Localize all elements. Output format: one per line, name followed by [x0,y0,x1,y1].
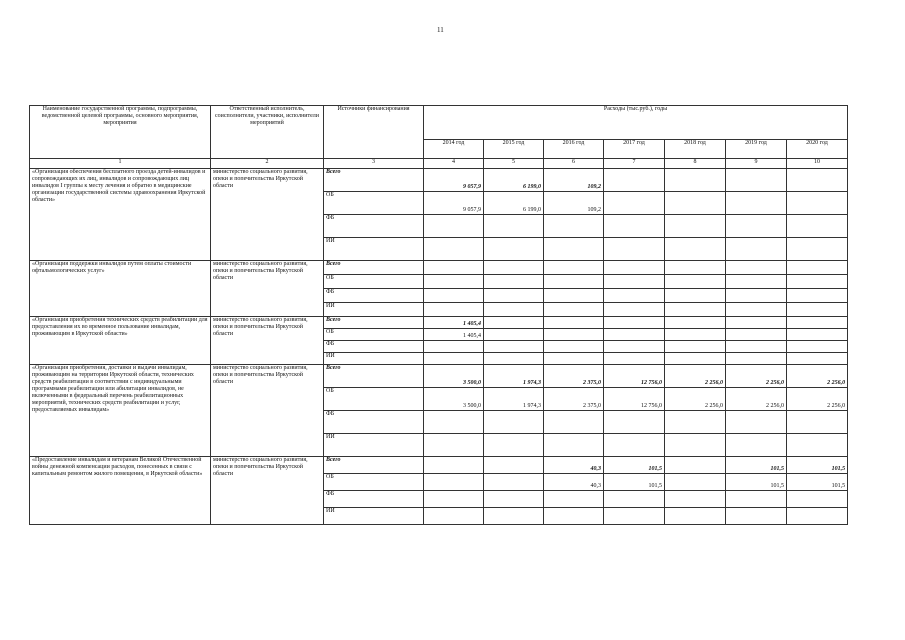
value-cell [665,411,726,434]
value-cell [544,317,604,329]
value-cell [787,317,848,329]
value-cell [424,508,484,525]
value-cell [665,434,726,457]
value-cell [544,329,604,341]
year-header: 2016 год [544,140,604,159]
value-cell [544,303,604,317]
value-cell [726,275,787,289]
value-cell [787,329,848,341]
value-cell [665,457,726,474]
value-cell [484,491,544,508]
column-number: 6 [544,159,604,169]
value-cell [424,275,484,289]
value-cell [726,491,787,508]
column-number: 10 [787,159,848,169]
header-program-name: Наименование государственной программы, подпрограммы, ведомственной целевой программы, основного мероприятия, мероприятия [30,106,211,159]
value-cell [726,434,787,457]
value-cell [604,353,665,365]
column-number: 2 [211,159,324,169]
value-cell [665,261,726,275]
value-cell [726,303,787,317]
value-cell [424,491,484,508]
value-cell [604,169,665,192]
value-cell [424,261,484,275]
value-cell [665,329,726,341]
value-cell [544,238,604,261]
value-cell: 109,2 [544,192,604,215]
value-cell: 2 256,0 [787,365,848,388]
value-cell [787,169,848,192]
value-cell: 40,3 [544,474,604,491]
value-cell [424,474,484,491]
source-cell-ob: ОБ [324,192,424,215]
value-cell [726,261,787,275]
value-cell [726,169,787,192]
value-cell [726,353,787,365]
page-number: 11 [437,26,444,34]
value-cell [726,317,787,329]
value-cell [665,508,726,525]
value-cell [484,317,544,329]
table-row [30,317,848,329]
value-cell [604,434,665,457]
value-cell: 1 974,3 [484,388,544,411]
value-cell [424,289,484,303]
value-cell [787,341,848,353]
table-row [30,169,848,192]
value-cell [604,411,665,434]
value-cell: 2 375,0 [544,365,604,388]
value-cell [665,215,726,238]
value-cell [484,303,544,317]
value-cell [726,411,787,434]
value-cell [484,457,544,474]
source-cell-ii: ИИ [324,434,424,457]
value-cell [544,261,604,275]
value-cell [787,508,848,525]
value-cell [665,303,726,317]
source-cell-ob: ОБ [324,275,424,289]
column-number: 8 [665,159,726,169]
source-cell-fb: ФБ [324,289,424,303]
value-cell [787,353,848,365]
source-cell-ii: ИИ [324,353,424,365]
value-cell [604,508,665,525]
year-header: 2014 год [424,140,484,159]
value-cell [544,491,604,508]
value-cell [544,275,604,289]
column-number: 9 [726,159,787,169]
value-cell: 12 756,0 [604,388,665,411]
value-cell [424,411,484,434]
source-cell-fb: ФБ [324,491,424,508]
value-cell [544,353,604,365]
value-cell [544,289,604,303]
value-cell [544,508,604,525]
value-cell [484,341,544,353]
value-cell: 2 256,0 [665,365,726,388]
executor-cell: министерство социального развития, опеки и попечительства Иркутской области [211,261,324,317]
value-cell [665,341,726,353]
executor-cell: министерство социального развития, опеки и попечительства Иркутской области [211,317,324,365]
value-cell [787,434,848,457]
value-cell [484,474,544,491]
value-cell: 40,3 [544,457,604,474]
value-cell: 3 500,0 [424,365,484,388]
value-cell [726,215,787,238]
value-cell [726,508,787,525]
value-cell [604,341,665,353]
value-cell: 1 974,3 [484,365,544,388]
column-number: 7 [604,159,665,169]
value-cell [787,491,848,508]
value-cell [484,238,544,261]
value-cell [604,261,665,275]
value-cell [604,275,665,289]
value-cell [484,215,544,238]
value-cell [665,192,726,215]
source-cell-fb: ФБ [324,215,424,238]
value-cell [604,238,665,261]
value-cell: 9 057,9 [424,169,484,192]
value-cell [787,411,848,434]
value-cell [604,192,665,215]
source-cell-total: Всего [324,261,424,275]
value-cell [484,329,544,341]
value-cell [665,474,726,491]
value-cell: 2 256,0 [665,388,726,411]
value-cell: 101,5 [604,457,665,474]
value-cell [665,169,726,192]
program-name-cell: «Предоставление инвалидам и ветеранам Великой Отечественной войны денежной компенсации расходов, понесенных в связи с капитальным ремонтом жилого помещения, в Иркутской области» [30,457,211,525]
year-header: 2015 год [484,140,544,159]
column-number: 5 [484,159,544,169]
value-cell: 6 199,0 [484,192,544,215]
value-cell [424,303,484,317]
value-cell [665,317,726,329]
value-cell: 1 405,4 [424,317,484,329]
source-cell-ob: ОБ [324,329,424,341]
value-cell: 2 256,0 [726,388,787,411]
value-cell: 12 756,0 [604,365,665,388]
source-cell-total: Всего [324,169,424,192]
executor-cell: министерство социального развития, опеки и попечительства Иркутской области [211,169,324,261]
value-cell [484,411,544,434]
value-cell: 101,5 [726,457,787,474]
value-cell [787,192,848,215]
value-cell [484,289,544,303]
value-cell: 3 500,0 [424,388,484,411]
value-cell [424,457,484,474]
value-cell [604,491,665,508]
value-cell [424,434,484,457]
value-cell [544,411,604,434]
value-cell [787,303,848,317]
value-cell: 1 405,4 [424,329,484,341]
value-cell [424,353,484,365]
source-cell-ob: ОБ [324,474,424,491]
year-header: 2018 год [665,140,726,159]
value-cell: 101,5 [604,474,665,491]
value-cell [726,192,787,215]
value-cell [484,508,544,525]
value-cell: 9 057,9 [424,192,484,215]
program-name-cell: «Организация обеспечения бесплатного проезда детей-инвалидов и сопровождающих их лиц, инвалидов и сопровождающих лиц инвалидов I группы к месту лечения и обратно в медицинские организации государственной системы здравоохранения Иркутской области» [30,169,211,261]
expenses-table [29,105,848,525]
header-executor: Ответственный исполнитель, соисполнители, участники, исполнители мероприятий [211,106,324,159]
value-cell [787,215,848,238]
value-cell [726,289,787,303]
year-header: 2017 год [604,140,665,159]
value-cell [787,275,848,289]
value-cell [726,341,787,353]
value-cell [665,491,726,508]
source-cell-total: Всего [324,365,424,388]
value-cell [424,215,484,238]
table-row [30,457,848,474]
source-cell-ii: ИИ [324,508,424,525]
column-number: 1 [30,159,211,169]
value-cell [665,353,726,365]
value-cell [544,341,604,353]
value-cell [665,275,726,289]
value-cell [604,317,665,329]
value-cell [665,238,726,261]
value-cell [484,275,544,289]
source-cell-ii: ИИ [324,303,424,317]
value-cell [787,289,848,303]
value-cell [604,329,665,341]
executor-cell: министерство социального развития, опеки и попечительства Иркутской области [211,457,324,525]
value-cell [604,289,665,303]
value-cell: 2 375,0 [544,388,604,411]
source-cell-fb: ФБ [324,341,424,353]
value-cell [726,329,787,341]
value-cell [787,238,848,261]
value-cell [604,303,665,317]
value-cell: 101,5 [787,457,848,474]
value-cell [604,215,665,238]
program-name-cell: «Организация поддержки инвалидов путем оплаты стоимости офтальмологических услуг» [30,261,211,317]
value-cell: 6 199,0 [484,169,544,192]
table-row [30,261,848,275]
program-name-cell: «Организация приобретения, доставки и выдачи инвалидам, проживающим на территории Иркутской области, технических средств реабилитации в соответствии с индивидуальными программами реабилитации или абилитации инвалидов, не включенными в федеральный перечень реабилитационных мероприятий, технических средств реабилитации и услуг, предоставляемых инвалидам» [30,365,211,457]
table-row [30,365,848,388]
value-cell [424,341,484,353]
value-cell [484,434,544,457]
header-expenses: Расходы (тыс.руб.), годы [424,106,848,140]
value-cell: 101,5 [726,474,787,491]
value-cell: 101,5 [787,474,848,491]
value-cell [484,353,544,365]
source-cell-ob: ОБ [324,388,424,411]
column-number: 3 [324,159,424,169]
source-cell-ii: ИИ [324,238,424,261]
program-name-cell: «Организация приобретения технических средств реабилитации для предоставления их во временное пользование инвалидам, проживающим в Иркутской области» [30,317,211,365]
value-cell [544,434,604,457]
year-header: 2020 год [787,140,848,159]
value-cell [544,215,604,238]
column-number: 4 [424,159,484,169]
executor-cell: министерство социального развития, опеки и попечительства Иркутской области [211,365,324,457]
value-cell: 109,2 [544,169,604,192]
value-cell [726,238,787,261]
value-cell [787,261,848,275]
source-cell-total: Всего [324,457,424,474]
value-cell [424,238,484,261]
value-cell: 2 256,0 [726,365,787,388]
source-cell-total: Всего [324,317,424,329]
value-cell: 2 256,0 [787,388,848,411]
value-cell [665,289,726,303]
year-header: 2019 год [726,140,787,159]
value-cell [484,261,544,275]
header-source: Источники финансирования [324,106,424,159]
source-cell-fb: ФБ [324,411,424,434]
